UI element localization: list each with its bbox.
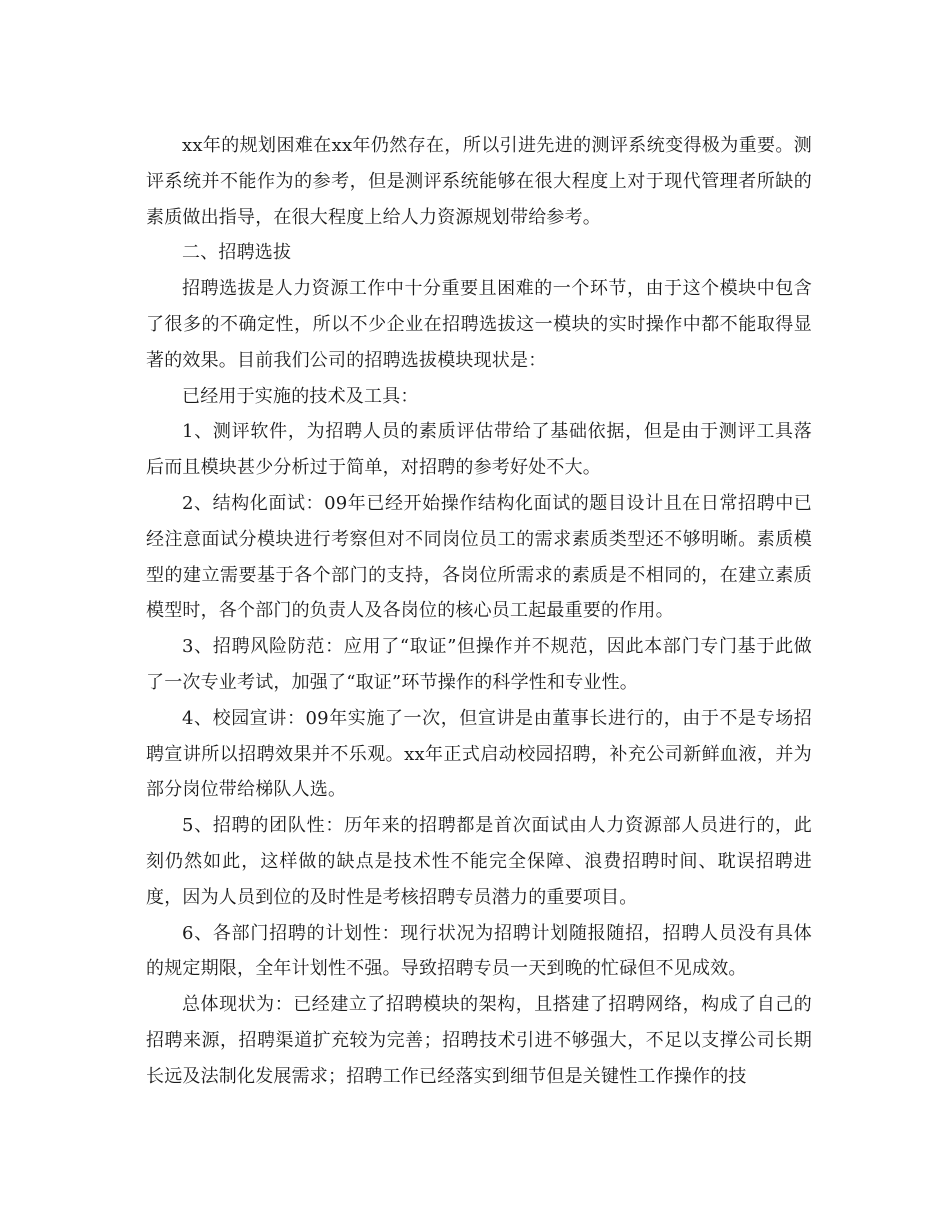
- paragraph-tools-heading: 已经用于实施的技术及工具：: [182, 385, 419, 407]
- paragraph-recruitment-intro: 招聘选拔是人力资源工作中十分重要且困难的一个环节，由于这个模块中包含了很多的不确定性，所以不少企业在招聘选拔这一模块的实时操作中都不能取得显著的效果。目前我们公司的招聘选拔模块现状是：: [146, 278, 812, 371]
- document-body: [146, 128, 812, 1095]
- paragraph-summary: 总体现状为：已经建立了招聘模块的架构，且搭建了招聘网络，构成了自己的招聘来源，招聘渠道扩充较为完善；招聘技术引进不够强大，不足以支撑公司长期长远及法制化发展需求；招聘工作已经落实到细节但是关键性工作操作的技: [146, 994, 812, 1087]
- list-item-4: 4、校园宣讲：09年实施了一次，但宣讲是由董事长进行的，由于不是专场招聘宣讲所以招聘效果并不乐观。xx年正式启动校园招聘，补充公司新鲜血液，并为部分岗位带给梯队人选。: [146, 707, 812, 801]
- list-item-5: 5、招聘的团队性：历年来的招聘都是首次面试由人力资源部人员进行的，此刻仍然如此，这样做的缺点是技术性不能完全保障、浪费招聘时间、耽误招聘进度，因为人员到位的及时性是考核招聘专员潜力的重要项目。: [146, 815, 812, 908]
- list-item-6: 6、各部门招聘的计划性：现行状况为招聘计划随报随招，招聘人员没有具体的规定期限，全年计划性不强。导致招聘专员一天到晚的忙碌但不见成效。: [146, 922, 812, 980]
- list-item-2: 2、结构化面试：09年已经开始操作结构化面试的题目设计且在日常招聘中已经注意面试分模块进行考察但对不同岗位员工的需求素质类型还不够明晰。素质模型的建立需要基于各个部门的支持，各岗位所需求的素质是不相同的，在建立素质模型时，各个部门的负责人及各岗位的核心员工起最重要的作用。: [146, 492, 812, 622]
- list-item-1: 1、测评软件，为招聘人员的素质评估带给了基础依据，但是由于测评工具落后而且模块甚少分析过于简单，对招聘的参考好处不大。: [146, 421, 812, 479]
- list-item-3: 3、招聘风险防范：应用了“取证”但操作并不规范，因此本部门专门基于此做了一次专业考试，加强了“取证”环节操作的科学性和专业性。: [146, 636, 812, 693]
- section-heading-recruitment: 二、招聘选拔: [182, 242, 292, 264]
- paragraph-planning: xx年的规划困难在xx年仍然存在，所以引进先进的测评系统变得极为重要。测评系统并不能作为的参考，但是测评系统能够在很大程度上对于现代管理者所缺的素质做出指导，在很大程度上给人力资源规划带给参考。: [146, 135, 812, 228]
